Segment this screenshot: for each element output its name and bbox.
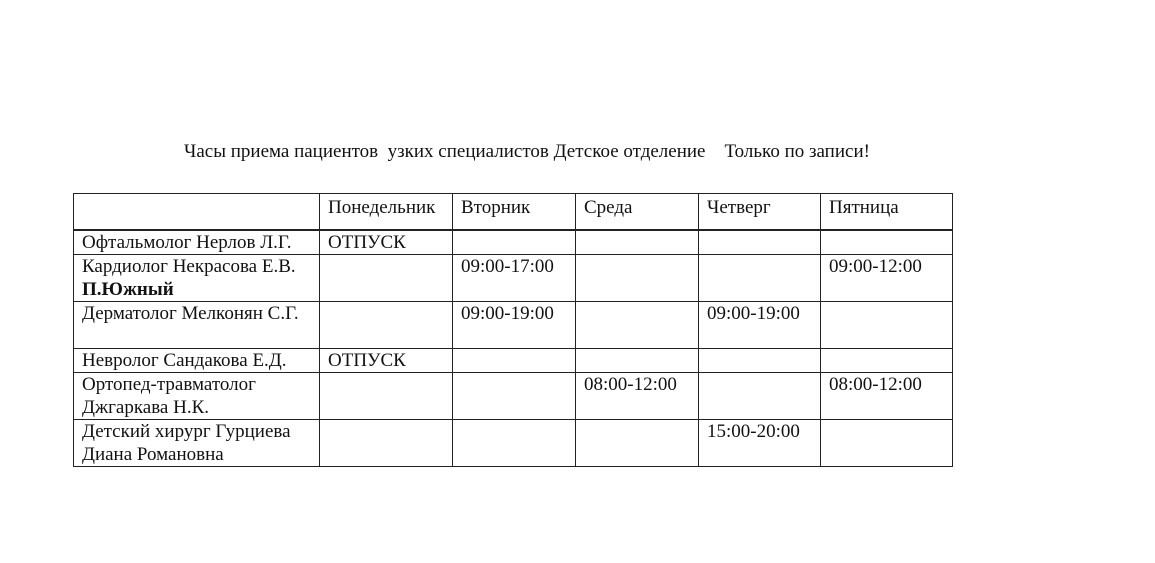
doctor-cell: Детский хирург Гурциева Диана Романовна xyxy=(74,419,320,466)
thursday-cell xyxy=(699,230,821,255)
friday-cell xyxy=(821,301,953,348)
friday-cell: 09:00-12:00 xyxy=(821,254,953,301)
header-cell-monday: Понедельник xyxy=(320,194,453,230)
monday-cell: ОТПУСК xyxy=(320,230,453,255)
wednesday-cell xyxy=(576,348,699,372)
doctor-cell xyxy=(74,254,320,301)
thursday-cell: 09:00-19:00 xyxy=(699,301,821,348)
wednesday-cell xyxy=(576,230,699,255)
table-row xyxy=(74,254,953,301)
monday-cell xyxy=(320,372,453,419)
tuesday-cell xyxy=(453,348,576,372)
table-row xyxy=(74,372,953,419)
friday-cell: 08:00-12:00 xyxy=(821,372,953,419)
wednesday-cell: 08:00-12:00 xyxy=(576,372,699,419)
header-cell-tuesday: Вторник xyxy=(453,194,576,230)
doctor-cell: Дерматолог Мелконян С.Г. xyxy=(74,301,320,348)
friday-cell xyxy=(821,348,953,372)
document-title: Часы приема пациентов узких специалистов Детское отделение Только по записи! xyxy=(184,141,870,162)
table-row xyxy=(74,348,953,372)
header-cell-friday: Пятница xyxy=(821,194,953,230)
monday-cell xyxy=(320,254,453,301)
thursday-cell xyxy=(699,348,821,372)
tuesday-cell xyxy=(453,419,576,466)
friday-cell xyxy=(821,230,953,255)
tuesday-cell xyxy=(453,230,576,255)
tuesday-cell: 09:00-19:00 xyxy=(453,301,576,348)
header-cell-doctor xyxy=(74,194,320,230)
thursday-cell xyxy=(699,254,821,301)
doctor-location: П.Южный xyxy=(82,278,174,300)
monday-cell xyxy=(320,301,453,348)
schedule-table xyxy=(73,193,953,467)
header-cell-thursday: Четверг xyxy=(699,194,821,230)
header-cell-wednesday: Среда xyxy=(576,194,699,230)
monday-cell: ОТПУСК xyxy=(320,348,453,372)
doctor-cell: Ортопед-травматолог Джгаркава Н.К. xyxy=(74,372,320,419)
tuesday-cell xyxy=(453,372,576,419)
wednesday-cell xyxy=(576,301,699,348)
table-row xyxy=(74,419,953,466)
table-row xyxy=(74,230,953,255)
friday-cell xyxy=(821,419,953,466)
doctor-name: Кардиолог Некрасова Е.В. xyxy=(82,255,296,277)
table-header-row xyxy=(74,194,953,230)
tuesday-cell: 09:00-17:00 xyxy=(453,254,576,301)
doctor-cell: Офтальмолог Нерлов Л.Г. xyxy=(74,230,320,255)
thursday-cell xyxy=(699,372,821,419)
doctor-cell: Невролог Сандакова Е.Д. xyxy=(74,348,320,372)
table-row xyxy=(74,301,953,348)
wednesday-cell xyxy=(576,419,699,466)
wednesday-cell xyxy=(576,254,699,301)
thursday-cell: 15:00-20:00 xyxy=(699,419,821,466)
monday-cell xyxy=(320,419,453,466)
